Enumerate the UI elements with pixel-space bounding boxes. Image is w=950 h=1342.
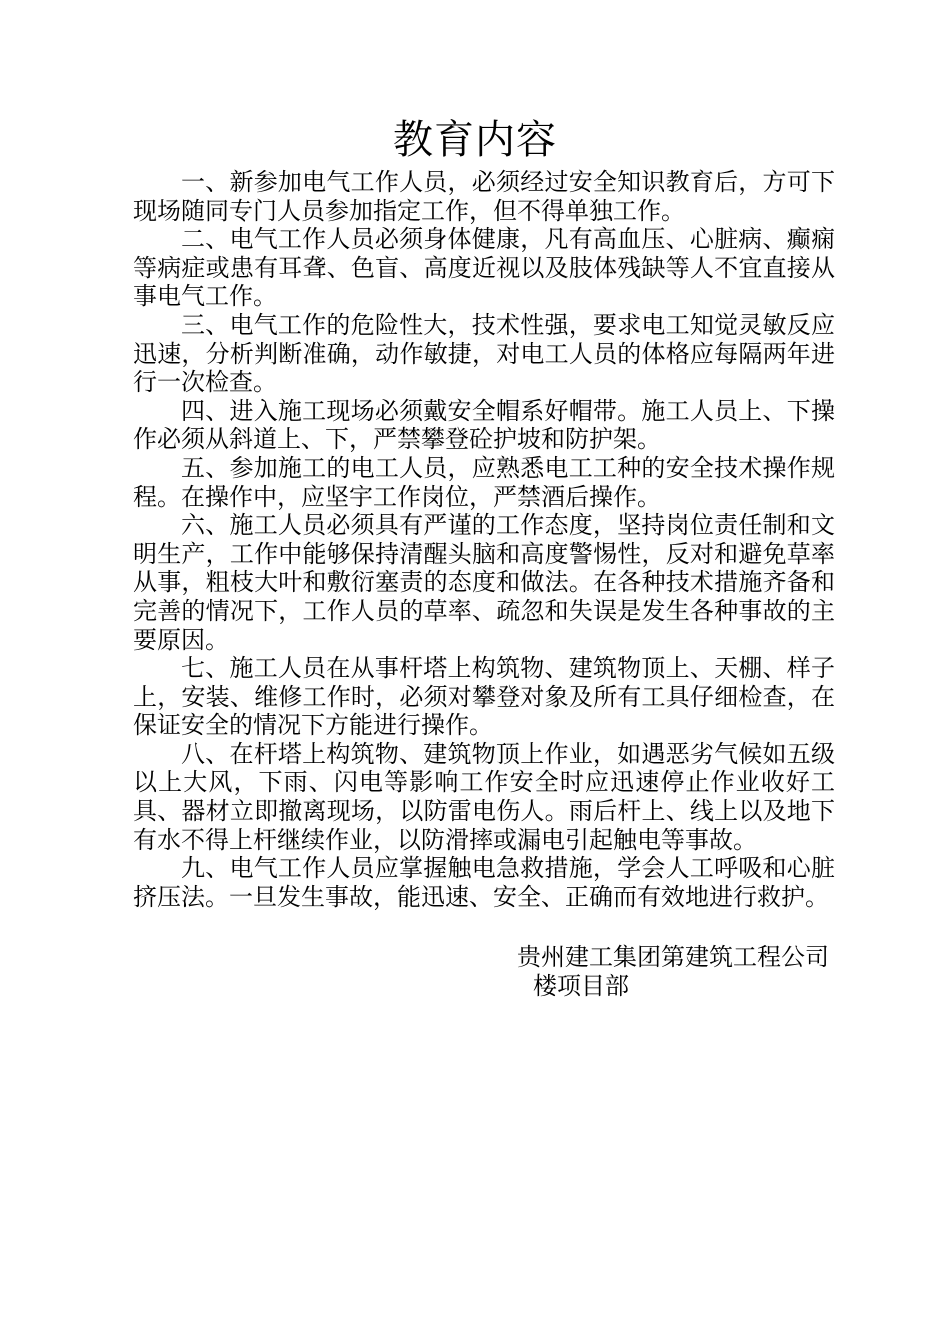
paragraph-2: 二、电气工作人员必须身体健康，凡有高血压、心脏病、癫痫等病症或患有耳聋、色盲、高度近视以及肢体残缺等人不宜直接从事电气工作。 xyxy=(133,225,835,311)
signature-department: 楼项目部 xyxy=(533,972,629,1000)
signature-company: 贵州建工集团第建筑工程公司 xyxy=(517,943,829,971)
paragraph-5: 五、参加施工的电工人员，应熟悉电工工种的安全技术操作规程。在操作中，应坚宇工作岗位，严禁酒后操作。 xyxy=(133,453,835,511)
paragraph-3: 三、电气工作的危险性大，技术性强，要求电工知觉灵敏反应迅速，分析判断准确，动作敏捷，对电工人员的体格应每隔两年进行一次检查。 xyxy=(133,310,835,397)
paragraph-8: 八、在杆塔上构筑物、建筑物顶上作业，如遇恶劣气候如五级以上大风，下雨、闪电等影响工作安全时应迅速停止作业收好工具、器材立即撤离现场，以防雷电伤人。雨后杆上、线上以及地下有水不得上杆继续作业，以防滑摔或漏电引起触电等事故。 xyxy=(133,739,835,854)
signature-block xyxy=(517,943,847,1001)
paragraph-6: 六、施工人员必须具有严谨的工作态度，坚持岗位责任制和文明生产，工作中能够保持清醒头脑和高度警惕性，反对和避免草率从事，粗枝大叶和敷衍塞责的态度和做法。在各种技术措施齐备和完善的情况下，工作人员的草率、疏忽和失误是发生各种事故的主要原因。 xyxy=(133,511,835,654)
paragraph-1: 一、新参加电气工作人员，必须经过安全知识教育后，方可下现场随同专门人员参加指定工作，但不得单独工作。 xyxy=(133,168,835,225)
page-title: 教育内容 xyxy=(393,117,557,163)
paragraph-7: 七、施工人员在从事杆塔上构筑物、建筑物顶上、天棚、样子上，安装、维修工作时，必须对攀登对象及所有工具仔细检查，在保证安全的情况下方能进行操作。 xyxy=(133,654,835,740)
document-body xyxy=(133,168,835,911)
paragraph-9: 九、电气工作人员应掌握触电急救措施，学会人工呼吸和心脏挤压法。一旦发生事故，能迅速、安全、正确而有效地进行救护。 xyxy=(133,854,835,911)
paragraph-4: 四、进入施工现场必须戴安全帽系好帽带。施工人员上、下操作必须从斜道上、下，严禁攀登砼护坡和防护架。 xyxy=(133,396,835,454)
